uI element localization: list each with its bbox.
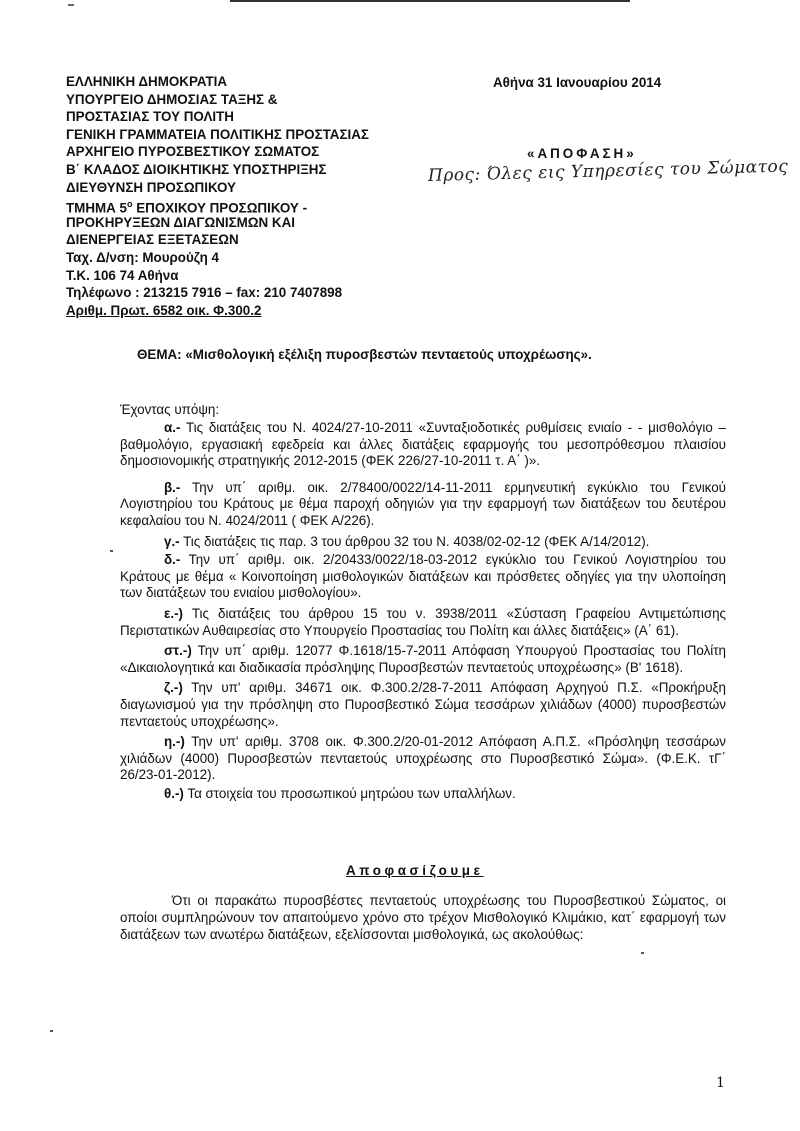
header-line: ΥΠΟΥΡΓΕΙΟ ΔΗΜΟΣΙΑΣ ΤΑΞΗΣ & — [66, 91, 278, 107]
item-label: θ.-) — [164, 785, 184, 801]
consideration-item — [120, 534, 726, 551]
subject-line: ΘΕΜΑ: «Μισθολογική εξέλιξη πυροσβεστών πενταετούς υποχρέωσης». — [137, 347, 592, 362]
header-line: ΔΙΕΝΕΡΓΕΙΑΣ ΕΞΕΤΑΣΕΩΝ — [66, 232, 239, 248]
item-text: Τα στοιχεία του προσωπικού μητρώου των υπαλλήλων. — [183, 785, 516, 801]
header-line: ΔΙΕΥΘΥΝΣΗ ΠΡΟΣΩΠΙΚΟΥ — [66, 179, 236, 195]
item-text: Τις διατάξεις του άρθρου 15 του ν. 3938/2011 «Σύσταση Γραφείου Αντιμετώπισης Περιστατικών Αυθαιρεσίας στο Υπουργείο Προστασίας του Πολίτη και άλλες διατάξεις» (Α΄ 61). — [120, 605, 726, 638]
consideration-item — [120, 420, 726, 470]
decision-heading: Αποφασίζουμε — [346, 863, 484, 878]
consideration-item — [120, 734, 726, 784]
scan-speck — [50, 1030, 53, 1032]
decision-title: «ΑΠΟΦΑΣΗ» — [527, 146, 637, 161]
header-line: ΠΡΟΣΤΑΣΙΑΣ ΤΟΥ ΠΟΛΙΤΗ — [66, 109, 234, 125]
scan-speck — [110, 550, 113, 552]
scan-speck — [641, 952, 644, 954]
item-label: γ.- — [164, 533, 180, 549]
item-text: Την υπ΄ αριθμ. οικ. 2/20433/0022/18-03-2012 εγκύκλιο του Γενικού Λογιστηρίου του Κράτους με θέμα « Κοινοποίηση μισθολογικών διατάξεων και πρόσθετες οδηγίες για την υλοποίηση των διατάξεων του ενιαίου μισθολογίου». — [120, 552, 726, 601]
header-line: ΠΡΟΚΗΡΥΞΕΩΝ ΔΙΑΓΩΝΙΣΜΩΝ ΚΑΙ — [66, 214, 295, 230]
item-label: η.-) — [164, 734, 185, 750]
item-label: ε.-) — [164, 605, 183, 621]
scan-top-edge-line — [230, 0, 630, 2]
header-line: ΑΡΧΗΓΕΙΟ ΠΥΡΟΣΒΕΣΤΙΚΟΥ ΣΩΜΑΤΟΣ — [66, 144, 320, 160]
header-address: Ταχ. Δ/νση: Μουρούζη 4 — [66, 249, 219, 265]
item-text: Την υπ΄ αριθμ. οικ. 2/78400/0022/14-11-2011 ερμηνευτική εγκύκλιο του Γενικού Λογιστηρίου του Κράτους με θέμα παροχή οδηγιών για την εφαρμογή των διατάξεων του δευτέρου κεφαλαίου του Ν. 4024/2011 ( ΦΕΚ Α/226). — [120, 479, 726, 528]
item-text: Την υπ' αριθμ. 3708 οικ. Φ.300.2/20-01-2012 Απόφαση Α.Π.Σ. «Πρόσληψη τεσσάρων χιλιάδων (4000) Πυροσβεστών πενταετούς υποχρέωσης στο Πυροσβεστικό Σώμα». (Φ.Ε.Κ. τΓ΄ 26/23-01-2012). — [120, 734, 726, 783]
decision-paragraph: Ότι οι παρακάτω πυροσβέστες πενταετούς υποχρέωσης του Πυροσβεστικού Σώματος, οι οποίοι συμπληρώνουν τον απαιτούμενο χρόνο στο τρέχον Μισθολογικό Κλιμάκιο, κατ΄ εφαρμογή των διατάξεων των ανωτέρω διατάξεων, εξελίσσονται μισθολογικά, ως ακολούθως: — [120, 893, 726, 942]
section-superscript: ο — [127, 199, 133, 210]
protocol-number: Αριθμ. Πρωτ. 6582 οικ. Φ.300.2 — [66, 302, 262, 318]
consideration-item — [120, 480, 726, 530]
header-postcode: Τ.Κ. 106 74 Αθήνα — [66, 267, 179, 283]
header-line: Β΄ ΚΛΑΔΟΣ ΔΙΟΙΚΗΤΙΚΗΣ ΥΠΟΣΤΗΡΙΞΗΣ — [66, 161, 327, 177]
section-rest: ΕΠΟΧΙΚΟΥ ΠΡΟΣΩΠΙΚΟΥ - — [132, 200, 308, 216]
page-number: 1 — [716, 1075, 725, 1091]
item-label: ζ.-) — [164, 680, 183, 696]
item-label: β.- — [164, 479, 181, 495]
item-text: Τις διατάξεις τις παρ. 3 του άρθρου 32 του Ν. 4038/02-02-12 (ΦΕΚ Α/14/2012). — [179, 533, 650, 549]
consideration-item — [120, 680, 726, 730]
section-prefix: ΤΜΗΜΑ 5 — [66, 200, 127, 216]
consideration-item — [120, 643, 726, 676]
item-label: δ.- — [164, 552, 181, 568]
item-text: Την υπ' αριθμ. 34671 οικ. Φ.300.2/28-7-2011 Απόφαση Αρχηγού Π.Σ. «Προκήρυξη διαγωνισμού για την πρόσληψη στο Πυροσβεστικό Σώμα τεσσάρων χιλιάδων (4000) πυροσβεστών πενταετούς υποχρέωσης». — [120, 680, 726, 729]
header-line: ΓΕΝΙΚΗ ΓΡΑΜΜΑΤΕΙΑ ΠΟΛΙΤΙΚΗΣ ΠΡΟΣΤΑΣΙΑΣ — [66, 126, 369, 142]
header-line: ΕΛΛΗΝΙΚΗ ΔΗΜΟΚΡΑΤΙΑ — [66, 74, 228, 89]
document-date: Αθήνα 31 Ιανουαρίου 2014 — [493, 75, 662, 90]
item-label: στ.-) — [164, 643, 192, 659]
considering-heading: Έχοντας υπόψη: — [120, 402, 220, 417]
consideration-item — [120, 606, 726, 639]
sender-header — [66, 73, 426, 319]
header-section-line — [66, 196, 426, 214]
header-phone: Τηλέφωνο : 213215 7916 – fax: 210 7407898 — [66, 285, 343, 301]
consideration-item — [120, 786, 726, 803]
handwritten-recipients-note: Προς: Όλες εις Υπηρεσίες του Σώματος — [427, 156, 789, 186]
consideration-item — [120, 552, 726, 602]
considerations-list — [120, 420, 726, 802]
item-text: Την υπ΄ αριθμ. 12077 Φ.1618/15-7-2011 Απόφαση Υπουργού Προστασίας του Πολίτη «Δικαιολογητικά και διαδικασία πρόσληψης Πυροσβεστών πενταετούς υποχρέωσης» (Β' 1618). — [120, 643, 726, 675]
scan-mark — [68, 0, 74, 6]
item-label: α.- — [164, 420, 181, 435]
item-text: Τις διατάξεις του Ν. 4024/27-10-2011 «Συνταξιοδοτικές ρυθμίσεις ενιαίο - - μισθολόγιο – βαθμολόγιο, εργασιακή εφεδρεία και άλλες διατάξεις εφαρμογής του μεσοπρόθεσμου πλαισίου δημοσιονομικής στρατηγικής 2012-2015 (ΦΕΚ 226/27-10-2011 τ. Α΄ )». — [120, 420, 726, 469]
